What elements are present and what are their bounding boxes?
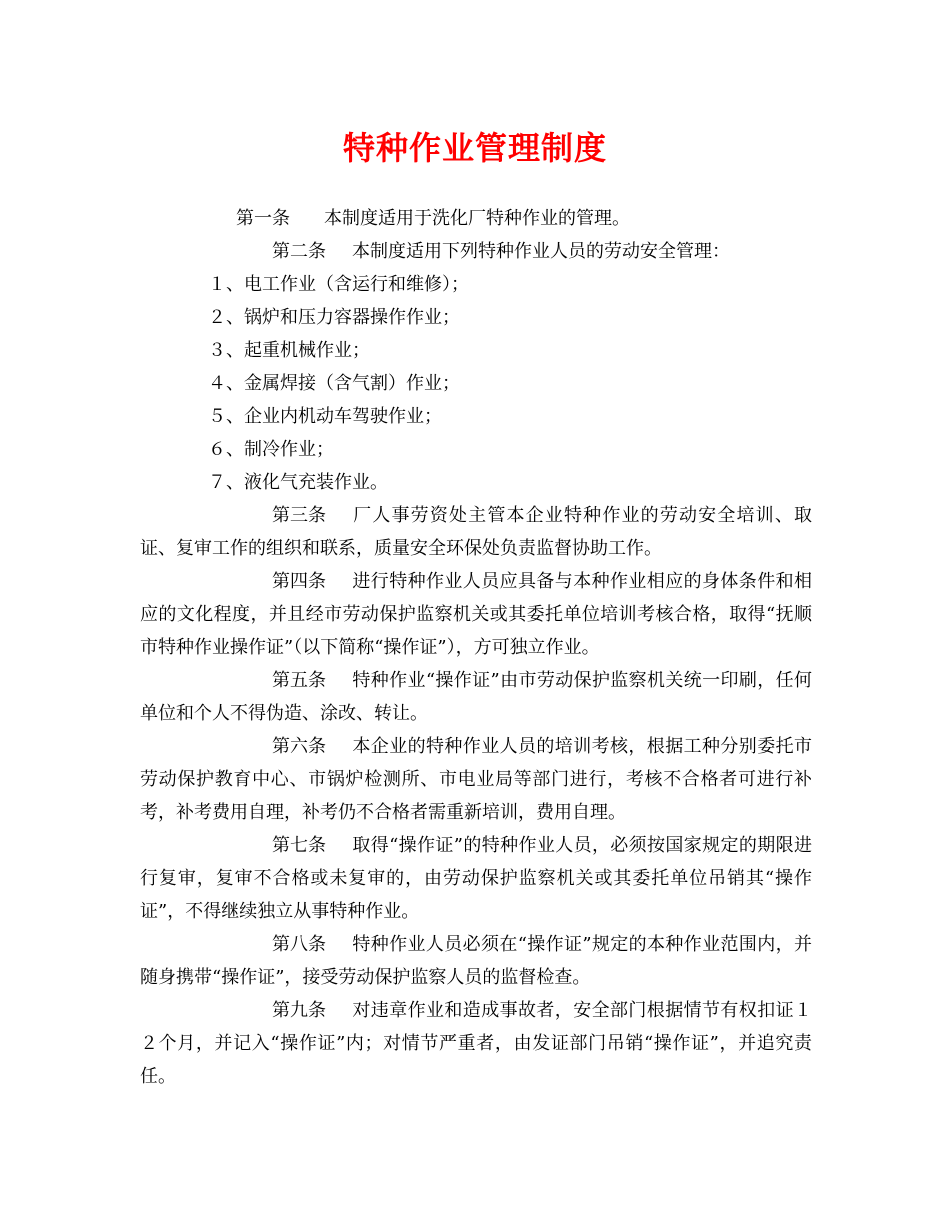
article-label: 第四条 <box>272 571 326 592</box>
document-title: 特种作业管理制度 <box>342 129 607 167</box>
article-text: 取得“操作证”的特种作业人员，必须按国家规定的期限进行复审，复审不合格或未复审的，由劳动保护监察机关或其委托单位吊销其“操作证”，不得继续独立从事特种作业。 <box>140 835 812 922</box>
article-label: 第三条 <box>272 505 326 526</box>
article-text: 厂人事劳资处主管本企业特种作业的劳动安全培训、取证、复审工作的组织和联系，质量安全环保处负责监督协助工作。 <box>140 505 812 559</box>
document-body <box>140 202 812 1093</box>
article-9 <box>140 994 812 1093</box>
article-text: 特种作业人员必须在“操作证”规定的本种作业范围内，并随身携带“操作证”，接受劳动保护监察人员的监督检查。 <box>140 934 812 988</box>
list-item: ２、锅炉和压力容器操作作业； <box>208 307 460 328</box>
list-item: ６、制冷作业； <box>208 439 334 460</box>
list-item: １、电工作业（含运行和维修）； <box>208 274 469 295</box>
list-item: ３、起重机械作业； <box>208 340 370 361</box>
article-text: 本制度适用下列特种作业人员的劳动安全管理： <box>352 241 730 262</box>
article-label: 第六条 <box>272 736 326 757</box>
article-2 <box>140 235 812 268</box>
article-text: 本制度适用于洗化厂特种作业的管理。 <box>324 208 630 229</box>
article-label: 第七条 <box>272 835 326 856</box>
article-4 <box>140 565 812 664</box>
article-6 <box>140 730 812 829</box>
article-label: 第二条 <box>272 241 326 262</box>
article-3 <box>140 499 812 565</box>
article-1 <box>140 202 812 235</box>
article-7 <box>140 829 812 928</box>
article-8 <box>140 928 812 994</box>
article-label: 第九条 <box>272 1000 326 1021</box>
article-text: 进行特种作业人员应具备与本种作业相应的身体条件和相应的文化程度，并且经市劳动保护监察机关或其委托单位培训考核合格，取得“抚顺市特种作业操作证”（以下简称“操作证”），方可独立作业。 <box>140 571 812 658</box>
list-item: ７、液化气充装作业。 <box>208 472 388 493</box>
list-item: ４、金属焊接（含气割）作业； <box>208 373 460 394</box>
article-text: 对违章作业和造成事故者，安全部门根据情节有权扣证１２个月，并记入“操作证”内；对情节严重者，由发证部门吊销“操作证”，并追究责任。 <box>140 1000 812 1087</box>
article-label: 第八条 <box>272 934 326 955</box>
list-item: ５、企业内机动车驾驶作业； <box>208 406 442 427</box>
article-label: 第五条 <box>272 670 326 691</box>
article-text: 特种作业“操作证”由市劳动保护监察机关统一印刷，任何单位和个人不得伪造、涂改、转让。 <box>140 670 812 724</box>
article-text: 本企业的特种作业人员的培训考核，根据工种分别委托市劳动保护教育中心、市锅炉检测所、市电业局等部门进行，考核不合格者可进行补考，补考费用自理，补考仍不合格者需重新培训，费用自理。 <box>140 736 812 823</box>
article-5 <box>140 664 812 730</box>
article-label: 第一条 <box>236 208 290 229</box>
